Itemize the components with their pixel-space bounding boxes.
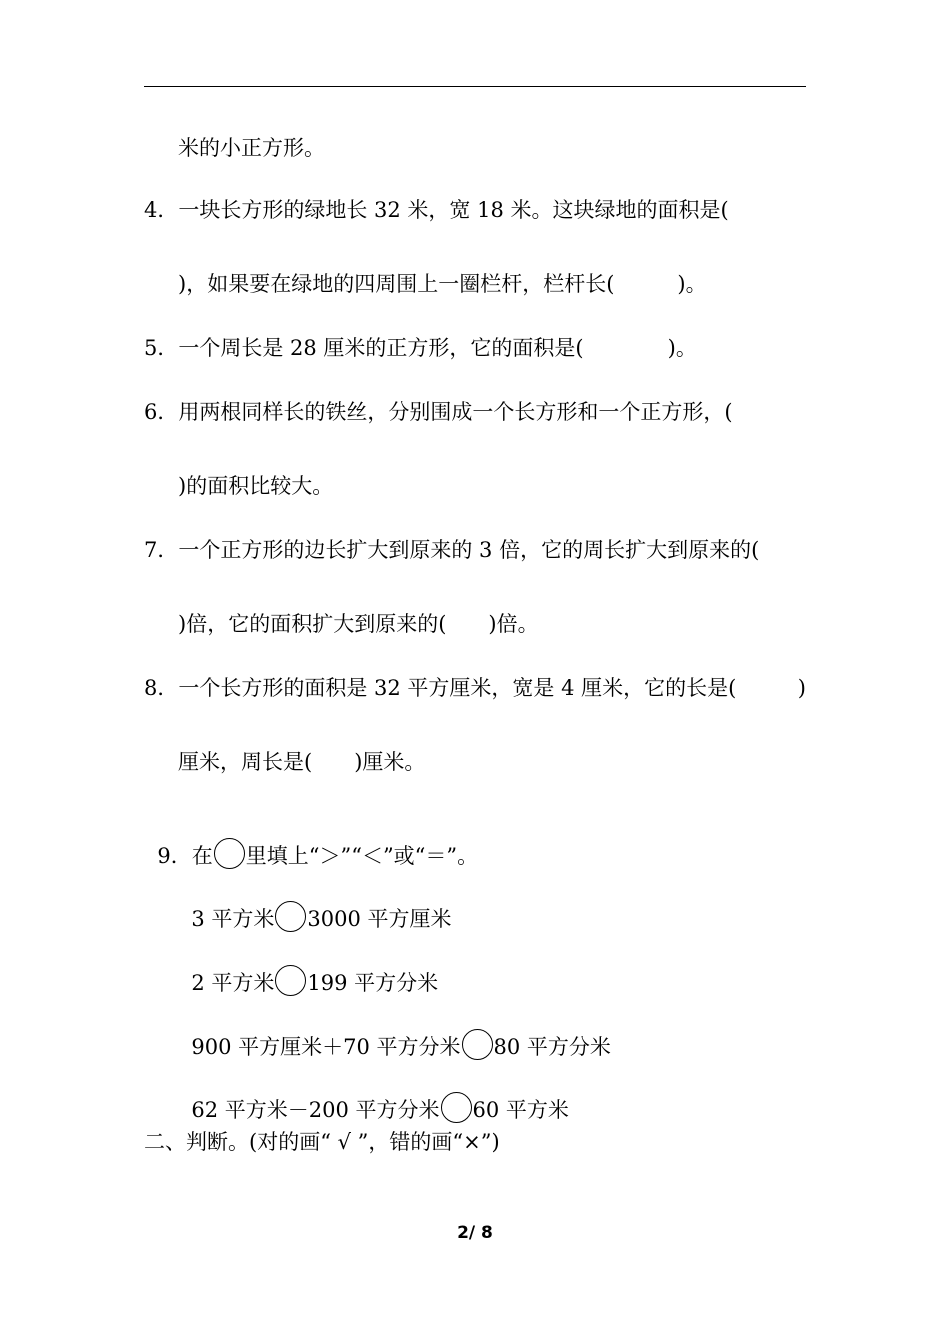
comparison-3-circle-icon[interactable]: [462, 1029, 493, 1060]
comparison-1: [178, 873, 452, 933]
comparison-3: [178, 1001, 611, 1061]
continuation-line: 米的小正方形。: [178, 136, 325, 160]
section-2-heading: 二、判断。(对的画“ √ ”，错的画“×”): [144, 1130, 500, 1154]
question-8-paren: ): [797, 676, 806, 700]
comparison-2-circle-icon[interactable]: [275, 965, 306, 996]
question-9: [144, 810, 478, 870]
question-8-line-1: [144, 674, 806, 702]
question-8-text: 8．一个长方形的面积是 32 平方厘米，宽是 4 厘米，它的长是(: [144, 676, 737, 700]
comparison-4-left: 62 平方米－200 平方分米: [191, 1098, 440, 1122]
question-9-prefix: 9．在: [157, 844, 213, 868]
question-8-line-2: 厘米，周长是( )厘米。: [178, 750, 426, 774]
comparison-4-right: 60 平方米: [472, 1098, 569, 1122]
question-4-line-2: )，如果要在绿地的四周围上一圈栏杆，栏杆长( )。: [178, 272, 707, 296]
comparison-4: [178, 1064, 569, 1124]
comparison-1-circle-icon[interactable]: [275, 901, 306, 932]
answer-circle-icon: [214, 838, 245, 869]
comparison-2: [178, 937, 438, 997]
comparison-2-left: 2 平方米: [191, 971, 275, 995]
question-6-line-2: )的面积比较大。: [178, 474, 334, 498]
page-number: 2/ 8: [457, 1223, 493, 1243]
question-4-line-1: 4．一块长方形的绿地长 32 米，宽 18 米。这块绿地的面积是(: [144, 198, 729, 222]
question-7-line-2: )倍，它的面积扩大到原来的( )倍。: [178, 612, 539, 636]
comparison-1-left: 3 平方米: [191, 907, 275, 931]
question-9-instruction: 里填上“＞”“＜”或“＝”。: [245, 844, 479, 868]
question-7-line-1: 7．一个正方形的边长扩大到原来的 3 倍，它的周长扩大到原来的(: [144, 538, 760, 562]
header-rule: [144, 86, 806, 87]
comparison-1-right: 3000 平方厘米: [307, 907, 452, 931]
comparison-3-right: 80 平方分米: [493, 1035, 611, 1059]
question-5: 5．一个周长是 28 厘米的正方形，它的面积是( )。: [144, 336, 697, 360]
question-6-line-1: 6．用两根同样长的铁丝，分别围成一个长方形和一个正方形，(: [144, 400, 733, 424]
comparison-3-left: 900 平方厘米＋70 平方分米: [191, 1035, 461, 1059]
comparison-4-circle-icon[interactable]: [441, 1092, 472, 1123]
comparison-2-right: 199 平方分米: [307, 971, 439, 995]
